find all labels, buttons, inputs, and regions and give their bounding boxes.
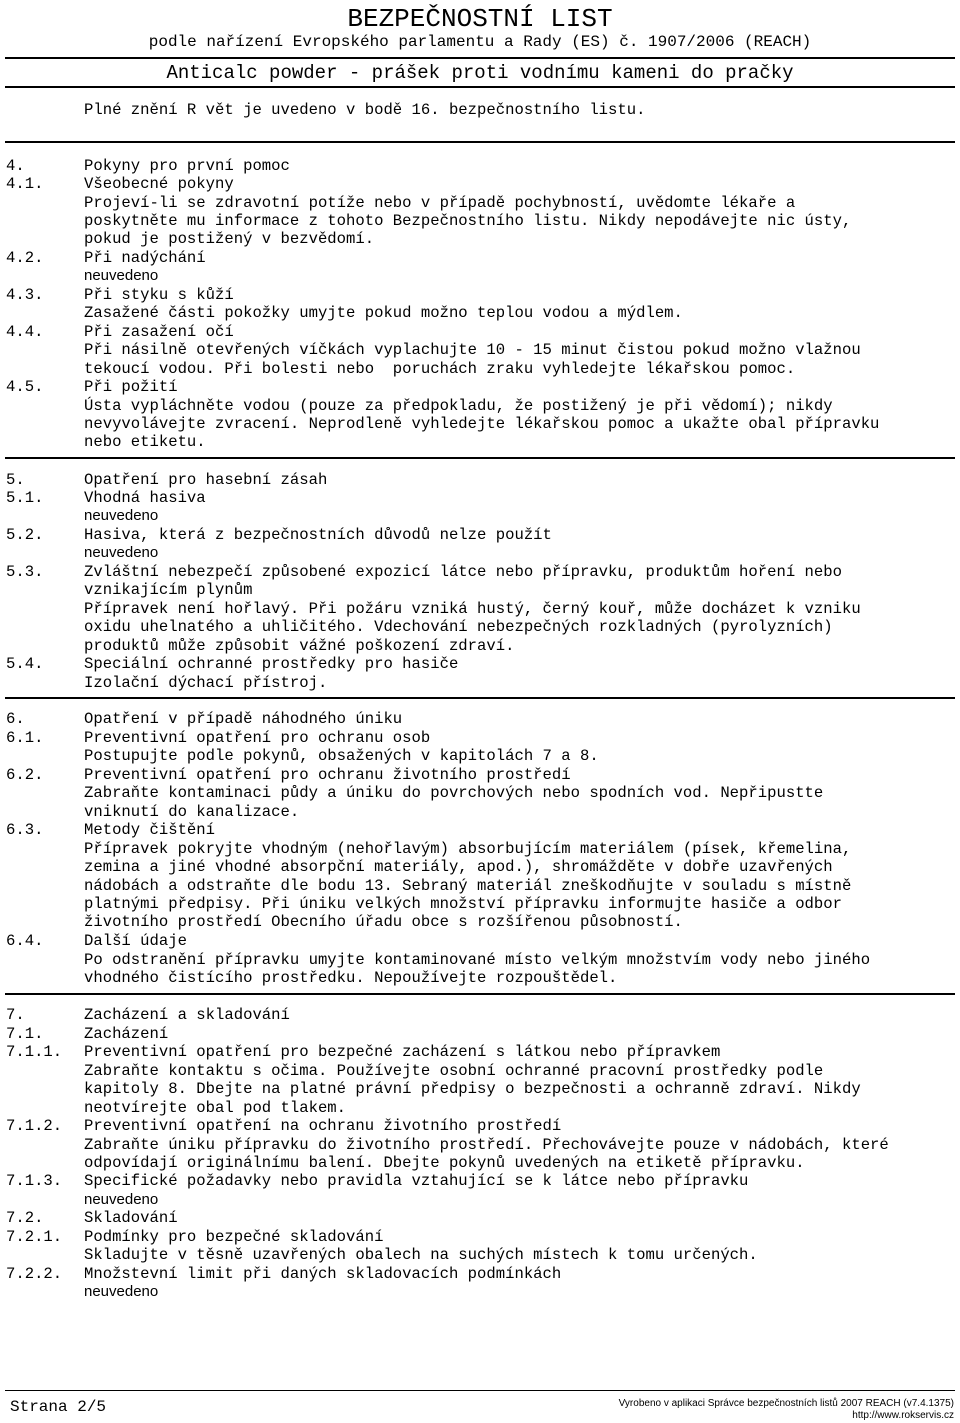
paragraph-line: odpovídají originálnímu balení. Dbejte pokynů uvedených na etiketě přípravku. — [84, 1154, 805, 1172]
paragraph-line: kapitoly 8. Dbejte na platné právní předpisy o bezpečnosti a ochranně zdraví. Nikdy — [84, 1080, 861, 1098]
paragraph-line: neuvedeno — [84, 267, 159, 284]
subsection-heading: Speciální ochranné prostředky pro hasiče — [84, 655, 459, 673]
section-number: 6. — [6, 710, 25, 728]
subsection-number: 7.1. — [6, 1025, 44, 1043]
paragraph-line: neotvírejte obal pod tlakem. — [84, 1099, 347, 1117]
paragraph-line: oxidu uhelnatého a uhličitého. Vdechování nebezpečných rozkladných (pyrolyzních) — [84, 618, 833, 636]
section-heading: Opatření v případě náhodného úniku — [84, 710, 403, 728]
subsection-heading-cont: vznikajícím plynům — [84, 581, 253, 599]
subsection-heading: Preventivní opatření pro bezpečné zacházení s látkou nebo přípravkem — [84, 1043, 721, 1061]
paragraph-line: nádobách a odstraňte dle bodu 13. Sebraný materiál zneškodňujte v souladu s místně — [84, 877, 852, 895]
intro-note: Plné znění R vět je uvedeno v bodě 16. bezpečnostního listu. — [84, 101, 646, 119]
subsection-number: 7.2.2. — [6, 1265, 63, 1283]
subsection-number: 4.1. — [6, 175, 44, 193]
subsection-number: 4.4. — [6, 323, 44, 341]
subsection-heading: Preventivní opatření pro ochranu osob — [84, 729, 431, 747]
subsection-number: 7.2.1. — [6, 1228, 63, 1246]
subsection-number: 5.4. — [6, 655, 44, 673]
subsection-heading: Vhodná hasiva — [84, 489, 206, 507]
paragraph-line: Při násilně otevřených víčkách vyplachujte 10 - 15 minut čistou pokud možno vlažnou — [84, 341, 861, 359]
generator-url[interactable]: http://www.rokservis.cz — [852, 1410, 954, 1421]
paragraph-line: poskytněte mu informace z tohoto Bezpečnostního listu. Nikdy nepodávejte nic ústy, — [84, 212, 852, 230]
paragraph-line: produktů může způsobit vážné poškození zdraví. — [84, 637, 515, 655]
page-number: Strana 2/5 — [10, 1398, 107, 1416]
paragraph-line: nevyvolávejte zvracení. Neprodleně vyhledejte lékařskou pomoc a ukažte obal přípravku — [84, 415, 880, 433]
subsection-number: 6.4. — [6, 932, 44, 950]
paragraph-line: vhodného čistícího prostředku. Nepoužívejte rozpouštědel. — [84, 969, 618, 987]
subsection-heading: Při zasažení očí — [84, 323, 234, 341]
subsection-number: 4.5. — [6, 378, 44, 396]
paragraph-line: Izolační dýchací přístroj. — [84, 674, 328, 692]
section-divider — [5, 141, 955, 143]
paragraph-line: Zabraňte úniku přípravku do životního prostředí. Přechovávejte pouze v nádobách, které — [84, 1136, 889, 1154]
section-number: 5. — [6, 471, 25, 489]
section-heading: Opatření pro hasební zásah — [84, 471, 328, 489]
subsection-heading: Hasiva, která z bezpečnostních důvodů nelze použít — [84, 526, 552, 544]
paragraph-line: zemina a jiné vhodné absorpční materiály, apod.), shromážděte v dobře uzavřených — [84, 858, 833, 876]
section-number: 7. — [6, 1006, 25, 1024]
subsection-heading: Všeobecné pokyny — [84, 175, 234, 193]
section-divider — [5, 457, 955, 459]
subsection-heading: Zvláštní nebezpečí způsobené expozicí látce nebo přípravku, produktům hoření nebo — [84, 563, 842, 581]
header-divider — [5, 57, 955, 59]
paragraph-line: neuvedeno — [84, 1283, 159, 1300]
paragraph-line: pokud je postižený v bezvědomí. — [84, 230, 375, 248]
subsection-heading: Specifické požadavky nebo pravidla vztahující se k látce nebo přípravku — [84, 1172, 749, 1190]
subsection-heading: Metody čištění — [84, 821, 216, 839]
paragraph-line: Zabraňte kontaminaci půdy a úniku do povrchových nebo spodních vod. Nepřipustte — [84, 784, 824, 802]
subsection-number: 7.1.3. — [6, 1172, 63, 1190]
section-heading: Pokyny pro první pomoc — [84, 157, 290, 175]
subsection-number: 4.2. — [6, 249, 44, 267]
subsection-number: 7.1.1. — [6, 1043, 63, 1061]
footer-divider — [5, 1390, 955, 1391]
subsection-heading: Při nadýchání — [84, 249, 206, 267]
paragraph-line: Ústa vypláchněte vodou (pouze za předpokladu, že postižený je při vědomí); nikdy — [84, 397, 833, 415]
section-divider — [5, 993, 955, 995]
document-title: BEZPEČNOSTNÍ LIST — [347, 4, 613, 34]
paragraph-line: tekoucí vodou. Při bolesti nebo poruchách zraku vyhledejte lékařskou pomoc. — [84, 360, 796, 378]
subsection-number: 5.3. — [6, 563, 44, 581]
subsection-heading: Další údaje — [84, 932, 187, 950]
subsection-number: 5.1. — [6, 489, 44, 507]
paragraph-line: životního prostředí Obecního úřadu obce s rozšířenou působností. — [84, 913, 683, 931]
section-number: 4. — [6, 157, 25, 175]
product-divider — [5, 86, 955, 88]
subsection-heading: Preventivní opatření na ochranu životního prostředí — [84, 1117, 562, 1135]
subsection-heading: Zacházení — [84, 1025, 169, 1043]
subsection-heading: Množstevní limit při daných skladovacích podmínkách — [84, 1265, 562, 1283]
subsection-number: 6.1. — [6, 729, 44, 747]
paragraph-line: Projeví-li se zdravotní potíže nebo v případě pochybností, uvědomte lékaře a — [84, 194, 796, 212]
subsection-number: 5.2. — [6, 526, 44, 544]
paragraph-line: Přípravek není hořlavý. Při požáru vzniká hustý, černý kouř, může docházet k vzniku — [84, 600, 861, 618]
paragraph-line: platnými předpisy. Při úniku velkých množství přípravku informujte hasiče a odbor — [84, 895, 842, 913]
subsection-number: 6.3. — [6, 821, 44, 839]
paragraph-line: nebo etiketu. — [84, 433, 206, 451]
subsection-heading: Při požití — [84, 378, 178, 396]
paragraph-line: Postupujte podle pokynů, obsažených v kapitolách 7 a 8. — [84, 747, 599, 765]
subsection-heading: Při styku s kůží — [84, 286, 234, 304]
paragraph-line: neuvedeno — [84, 1191, 159, 1208]
paragraph-line: Zabraňte kontaktu s očima. Používejte osobní ochranné pracovní prostředky podle — [84, 1062, 824, 1080]
paragraph-line: neuvedeno — [84, 507, 159, 524]
section-heading: Zacházení a skladování — [84, 1006, 290, 1024]
section-divider — [5, 697, 955, 699]
paragraph-line: Skladujte v těsně uzavřených obalech na suchých místech k tomu určených. — [84, 1246, 758, 1264]
subsection-heading: Skladování — [84, 1209, 178, 1227]
generator-note: Vyrobeno v aplikaci Správce bezpečnostních listů 2007 REACH (v7.4.1375) — [618, 1398, 954, 1409]
paragraph-line: Zasažené části pokožky umyjte pokud možno teplou vodou a mýdlem. — [84, 304, 683, 322]
regulation-subtitle: podle nařízení Evropského parlamentu a Rady (ES) č. 1907/2006 (REACH) — [148, 33, 812, 51]
subsection-heading: Podmínky pro bezpečné skladování — [84, 1228, 384, 1246]
paragraph-line: Po odstranění přípravku umyjte kontaminované místo velkým množstvím vody nebo jiného — [84, 951, 871, 969]
product-name: Anticalc powder - prášek proti vodnímu kameni do pračky — [166, 62, 794, 84]
subsection-number: 6.2. — [6, 766, 44, 784]
paragraph-line: Přípravek pokryjte vhodným (nehořlavým) absorbujícím materiálem (písek, křemelina, — [84, 840, 852, 858]
subsection-number: 7.1.2. — [6, 1117, 63, 1135]
paragraph-line: vniknutí do kanalizace. — [84, 803, 300, 821]
paragraph-line: neuvedeno — [84, 544, 159, 561]
subsection-heading: Preventivní opatření pro ochranu životního prostředí — [84, 766, 571, 784]
subsection-number: 7.2. — [6, 1209, 44, 1227]
subsection-number: 4.3. — [6, 286, 44, 304]
